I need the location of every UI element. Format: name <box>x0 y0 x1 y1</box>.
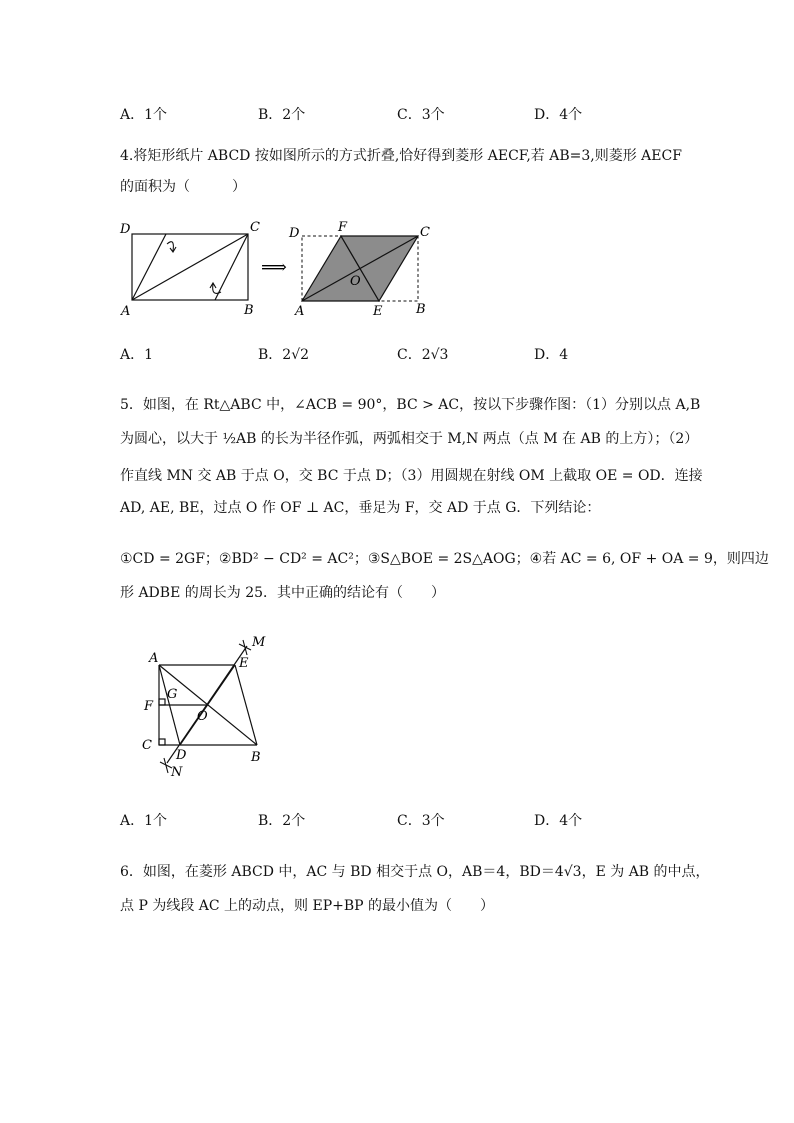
q4-right-label-o: O <box>350 274 361 289</box>
q4-right-label-a: A <box>295 304 305 319</box>
q5-option-a: A．1个 <box>120 813 168 829</box>
q4-option-a: A．1 <box>120 347 154 363</box>
q4-right-label-f: F <box>338 220 348 235</box>
q5-label-m: M <box>252 635 266 650</box>
q4-left-label-c: C <box>250 220 260 235</box>
q4-right-label-d: D <box>289 226 300 241</box>
q3-option-a: A．1个 <box>120 107 168 123</box>
q4-options <box>120 344 720 364</box>
q3-option-b: B．2个 <box>258 107 306 123</box>
q5-text-line1: 5．如图，在 Rt△ABC 中，∠ACB = 90°，BC > AC，按以下步骤作图：（1）分别以点 A,B <box>120 397 701 413</box>
q5-label-o: O <box>197 709 208 724</box>
q4-right-label-c: C <box>420 225 430 240</box>
q5-label-g: G <box>167 687 178 702</box>
q5-option-c: C．3个 <box>397 813 445 829</box>
q4-left-rectangle <box>132 234 248 300</box>
q5-text-line6: 形 ADBE 的周长为 25．其中正确的结论有（ ） <box>120 585 446 601</box>
q5-option-b: B．2个 <box>258 813 306 829</box>
q5-label-b: B <box>251 750 261 765</box>
q6-text-line2: 点 P 为线段 AC 上的动点，则 EP+BP 的最小值为（ ） <box>120 898 495 914</box>
q5-label-d: D <box>176 748 187 763</box>
q3-option-d: D．4个 <box>534 107 583 123</box>
q5-label-c: C <box>142 738 152 753</box>
q4-left-label-d: D <box>120 222 131 237</box>
q5-label-e: E <box>239 656 249 671</box>
q4-left-label-a: A <box>121 304 131 319</box>
q4-right-rhombus <box>302 236 418 301</box>
q5-label-f: F <box>144 699 154 714</box>
q6-text-line1: 6．如图，在菱形 ABCD 中，AC 与 BD 相交于点 O，AB＝4，BD＝4√3，E 为 AB 的中点， <box>120 864 710 880</box>
q5-text-line2: 为圆心，以大于 ½AB 的长为半径作弧，两弧相交于 M,N 两点（点 M 在 AB 的上方）；（2） <box>120 431 699 447</box>
q5-label-a: A <box>149 651 159 666</box>
q5-text-line3: 作直线 MN 交 AB 于点 O，交 BC 于点 D；（3）用圆规在射线 OM 上截取 OE = OD．连接 <box>120 468 703 484</box>
q5-figure <box>135 628 285 783</box>
q5-text-line4: AD, AE, BE，过点 O 作 OF ⊥ AC，垂足为 F，交 AD 于点 G．下列结论： <box>120 500 601 516</box>
q4-left-label-b: B <box>244 303 254 318</box>
q4-option-c: C．2√3 <box>397 347 449 363</box>
q5-label-n: N <box>171 765 183 780</box>
q4-right-label-b: B <box>416 302 426 317</box>
q4-option-b: B．2√2 <box>258 347 310 363</box>
q4-option-d: D．4 <box>534 347 569 363</box>
q4-text-line1: 4.将矩形纸片 ABCD 按如图所示的方式折叠,恰好得到菱形 AECF,若 AB=3,则菱形 AECF <box>120 148 682 164</box>
q3-option-c: C．3个 <box>397 107 445 123</box>
q5-text-line5: ①CD = 2GF；②BD² − CD² = AC²；③S△BOE = 2S△AOG；④若 AC = 6, OF + OA = 9，则四边 <box>120 551 769 567</box>
q3-options <box>120 104 720 124</box>
q4-fold-arrow-icon <box>167 242 221 294</box>
q4-text-line2: 的面积为（ ） <box>120 179 246 195</box>
q4-figure <box>115 215 445 320</box>
q5-option-d: D．4个 <box>534 813 583 829</box>
q4-transform-arrow-icon: ⟹ <box>261 257 287 278</box>
q5-options <box>120 810 720 830</box>
q4-right-label-e: E <box>373 304 383 319</box>
